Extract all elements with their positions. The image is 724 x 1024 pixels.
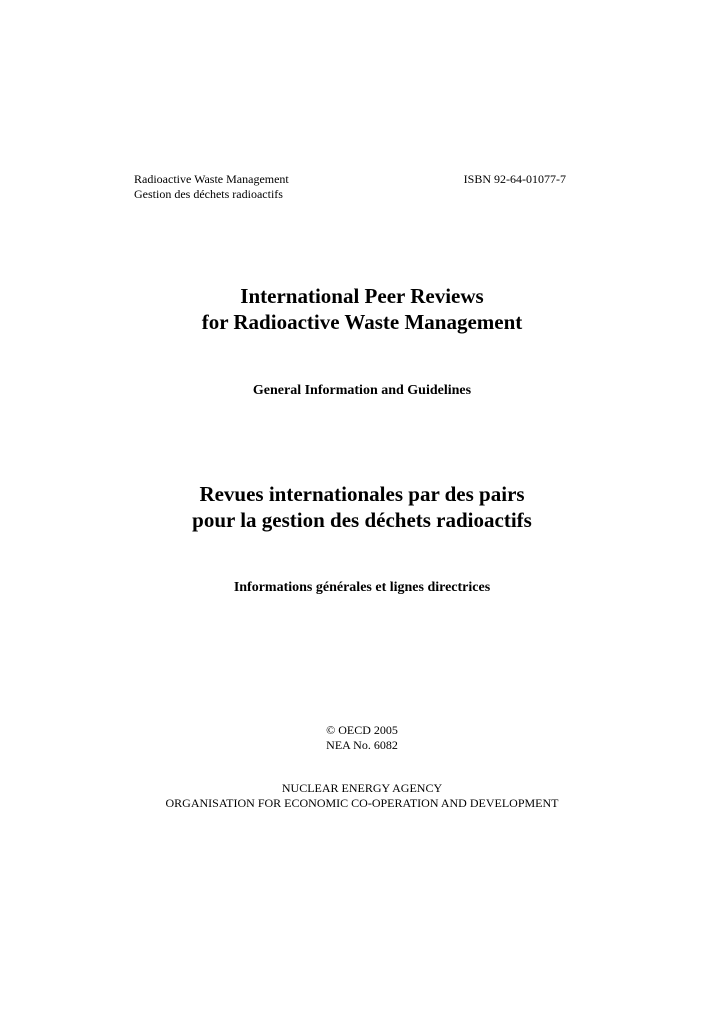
series-name-en: Radioactive Waste Management bbox=[134, 172, 289, 186]
copyright-notice: © OECD 2005 bbox=[326, 723, 398, 737]
english-subtitle: General Information and Guidelines bbox=[252, 383, 472, 398]
english-title-line-2: for Radioactive Waste Management bbox=[201, 310, 523, 334]
agency-name: NUCLEAR ENERGY AGENCY bbox=[281, 781, 443, 795]
series-header bbox=[134, 172, 289, 202]
english-title-line-1: International Peer Reviews bbox=[240, 284, 484, 308]
french-subtitle: Informations générales et lignes directrices bbox=[233, 580, 491, 595]
isbn-label: ISBN 92-64-01077-7 bbox=[463, 172, 566, 186]
copyright-block bbox=[0, 723, 724, 753]
english-title bbox=[0, 283, 724, 335]
organisation-name: ORGANISATION FOR ECONOMIC CO-OPERATION AND DEVELOPMENT bbox=[165, 796, 559, 810]
french-title-line-2: pour la gestion des déchets radioactifs bbox=[192, 508, 532, 532]
french-title-line-1: Revues internationales par des pairs bbox=[199, 482, 525, 506]
series-name-fr: Gestion des déchets radioactifs bbox=[134, 187, 283, 201]
publisher-block bbox=[0, 781, 724, 811]
french-title bbox=[0, 481, 724, 533]
publication-number: NEA No. 6082 bbox=[326, 738, 398, 752]
